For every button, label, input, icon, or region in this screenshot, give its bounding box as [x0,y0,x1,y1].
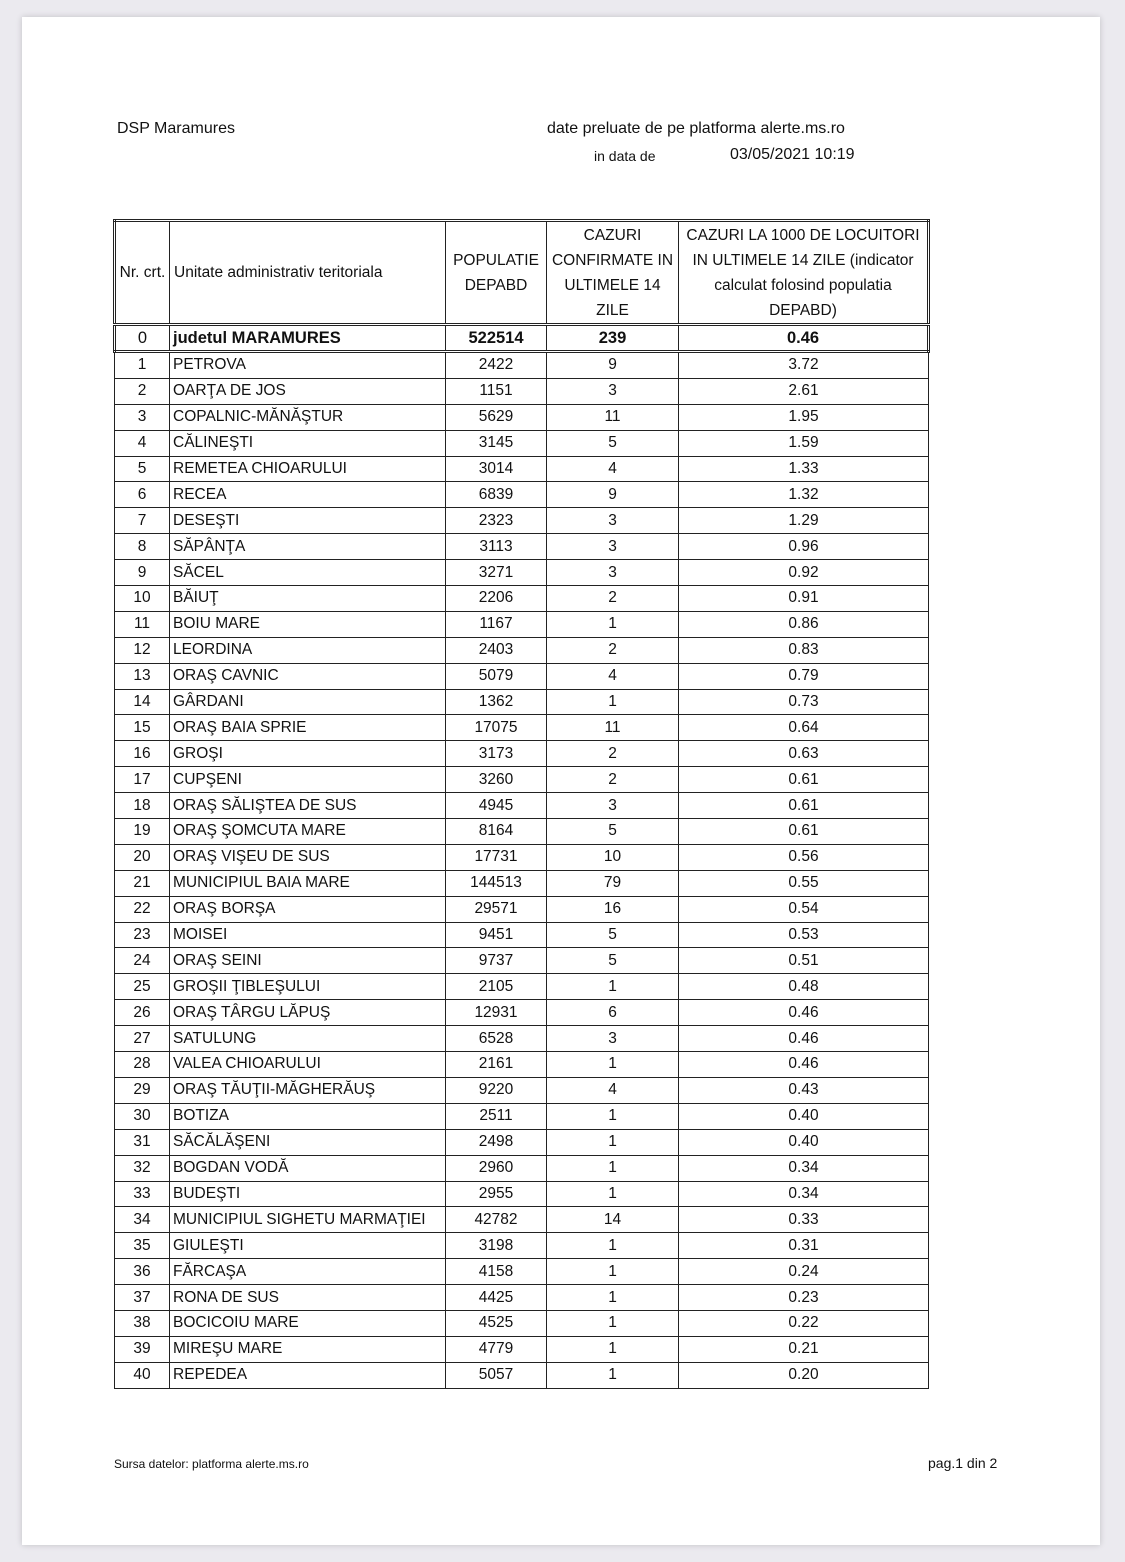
row-population: 1167 [446,611,547,637]
row-population: 4945 [446,793,547,819]
table-row [115,1129,929,1155]
row-nr: 12 [115,637,170,663]
table-row [115,1285,929,1311]
row-nr: 8 [115,534,170,560]
table-row [115,1077,929,1103]
row-population: 4158 [446,1259,547,1285]
row-unit-name: BOCICOIU MARE [170,1310,446,1336]
row-unit-name: ORAŞ BORŞA [170,896,446,922]
row-population: 4525 [446,1310,547,1336]
row-population: 5079 [446,663,547,689]
row-cases: 10 [547,844,679,870]
total-rate: 0.46 [679,325,929,352]
row-rate: 0.86 [679,611,929,637]
row-rate: 0.56 [679,844,929,870]
row-cases: 11 [547,404,679,430]
row-rate: 0.63 [679,741,929,767]
row-population: 2105 [446,974,547,1000]
row-nr: 4 [115,430,170,456]
row-unit-name: OARŢA DE JOS [170,378,446,404]
table-row [115,974,929,1000]
row-unit-name: ORAŞ SĂLIŞTEA DE SUS [170,793,446,819]
row-cases: 4 [547,456,679,482]
row-cases: 4 [547,1077,679,1103]
table-row [115,819,929,845]
row-rate: 0.92 [679,560,929,586]
row-population: 3113 [446,534,547,560]
row-nr: 32 [115,1155,170,1181]
row-cases: 2 [547,637,679,663]
row-unit-name: ORAŞ CAVNIC [170,663,446,689]
row-rate: 0.54 [679,896,929,922]
total-name: judetul MARAMURES [170,325,446,352]
page-number: pag.1 din 2 [928,1455,998,1471]
row-unit-name: ORAŞ VIŞEU DE SUS [170,844,446,870]
cases-table [113,219,930,1389]
row-cases: 9 [547,352,679,379]
row-rate: 0.96 [679,534,929,560]
row-cases: 5 [547,819,679,845]
row-nr: 24 [115,948,170,974]
row-nr: 7 [115,508,170,534]
row-rate: 0.55 [679,870,929,896]
row-population: 1151 [446,378,547,404]
row-rate: 2.61 [679,378,929,404]
row-population: 3173 [446,741,547,767]
row-nr: 40 [115,1362,170,1388]
row-cases: 1 [547,1362,679,1388]
row-nr: 1 [115,352,170,379]
row-unit-name: BOTIZA [170,1103,446,1129]
row-unit-name: SĂCEL [170,560,446,586]
table-row [115,560,929,586]
table-row [115,1181,929,1207]
table-row [115,404,929,430]
table-row [115,1103,929,1129]
table-row [115,1000,929,1026]
row-population: 9451 [446,922,547,948]
row-population: 1362 [446,689,547,715]
row-nr: 10 [115,586,170,612]
row-cases: 1 [547,974,679,1000]
table-row [115,1310,929,1336]
row-population: 6839 [446,482,547,508]
row-unit-name: MUNICIPIUL SIGHETU MARMAŢIEI [170,1207,446,1233]
table-row [115,1207,929,1233]
row-rate: 1.33 [679,456,929,482]
row-population: 4425 [446,1285,547,1311]
row-cases: 1 [547,689,679,715]
row-cases: 1 [547,1181,679,1207]
table-row [115,767,929,793]
row-rate: 0.79 [679,663,929,689]
row-cases: 3 [547,378,679,404]
row-unit-name: RONA DE SUS [170,1285,446,1311]
row-population: 5057 [446,1362,547,1388]
table-row [115,741,929,767]
table-row [115,922,929,948]
row-nr: 37 [115,1285,170,1311]
table-row [115,534,929,560]
row-unit-name: GIULEŞTI [170,1233,446,1259]
row-rate: 0.61 [679,819,929,845]
row-cases: 1 [547,1285,679,1311]
row-unit-name: MIREŞU MARE [170,1336,446,1362]
row-population: 2206 [446,586,547,612]
row-unit-name: REMETEA CHIOARULUI [170,456,446,482]
row-nr: 11 [115,611,170,637]
row-nr: 21 [115,870,170,896]
row-population: 6528 [446,1026,547,1052]
row-population: 12931 [446,1000,547,1026]
row-unit-name: ORAŞ TĂUŢII-MĂGHERĂUŞ [170,1077,446,1103]
table-row [115,378,929,404]
row-cases: 1 [547,1103,679,1129]
row-cases: 1 [547,1052,679,1078]
table-row [115,870,929,896]
row-rate: 0.34 [679,1181,929,1207]
row-unit-name: BĂIUŢ [170,586,446,612]
organization-name: DSP Maramures [117,120,235,137]
table-header-row [115,221,929,325]
row-rate: 0.46 [679,1000,929,1026]
table-row [115,1259,929,1285]
row-cases: 2 [547,741,679,767]
table-row [115,456,929,482]
row-population: 2161 [446,1052,547,1078]
row-cases: 3 [547,560,679,586]
data-source-line: date preluate de pe platforma alerte.ms.ro [547,120,845,137]
row-unit-name: CĂLINEŞTI [170,430,446,456]
row-nr: 2 [115,378,170,404]
row-cases: 2 [547,767,679,793]
row-rate: 0.83 [679,637,929,663]
row-cases: 4 [547,663,679,689]
row-population: 3014 [446,456,547,482]
row-rate: 0.53 [679,922,929,948]
table-body [115,352,929,1389]
total-row [115,325,929,352]
column-header-cases: CAZURI CONFIRMATE IN ULTIMELE 14 ZILE [547,221,679,325]
row-population: 17075 [446,715,547,741]
row-population: 2955 [446,1181,547,1207]
row-rate: 0.91 [679,586,929,612]
row-unit-name: ORAŞ ŞOMCUTA MARE [170,819,446,845]
row-nr: 22 [115,896,170,922]
row-population: 4779 [446,1336,547,1362]
row-cases: 1 [547,611,679,637]
row-unit-name: REPEDEA [170,1362,446,1388]
total-population: 522514 [446,325,547,352]
row-rate: 0.22 [679,1310,929,1336]
row-population: 29571 [446,896,547,922]
row-nr: 34 [115,1207,170,1233]
row-nr: 36 [115,1259,170,1285]
row-unit-name: ORAŞ BAIA SPRIE [170,715,446,741]
row-cases: 3 [547,508,679,534]
row-cases: 3 [547,534,679,560]
table-row [115,586,929,612]
row-unit-name: PETROVA [170,352,446,379]
row-cases: 14 [547,1207,679,1233]
row-population: 17731 [446,844,547,870]
row-unit-name: FĂRCAŞA [170,1259,446,1285]
row-cases: 1 [547,1259,679,1285]
row-unit-name: GÂRDANI [170,689,446,715]
table-row [115,1052,929,1078]
row-population: 2511 [446,1103,547,1129]
row-nr: 25 [115,974,170,1000]
row-cases: 6 [547,1000,679,1026]
total-cases: 239 [547,325,679,352]
table-row [115,689,929,715]
row-rate: 0.51 [679,948,929,974]
row-unit-name: BOIU MARE [170,611,446,637]
row-rate: 1.59 [679,430,929,456]
row-nr: 30 [115,1103,170,1129]
row-cases: 5 [547,430,679,456]
row-nr: 14 [115,689,170,715]
table-row [115,637,929,663]
row-unit-name: SATULUNG [170,1026,446,1052]
row-unit-name: BUDEŞTI [170,1181,446,1207]
row-unit-name: COPALNIC-MĂNĂŞTUR [170,404,446,430]
row-cases: 1 [547,1129,679,1155]
row-population: 2403 [446,637,547,663]
row-population: 42782 [446,1207,547,1233]
table-row [115,352,929,379]
row-unit-name: CUPŞENI [170,767,446,793]
row-rate: 0.40 [679,1103,929,1129]
document-page [22,17,1100,1545]
row-nr: 13 [115,663,170,689]
row-cases: 5 [547,948,679,974]
row-population: 3198 [446,1233,547,1259]
table-row [115,896,929,922]
row-rate: 0.33 [679,1207,929,1233]
row-nr: 35 [115,1233,170,1259]
column-header-population: POPULATIE DEPABD [446,221,547,325]
row-unit-name: MOISEI [170,922,446,948]
row-cases: 1 [547,1310,679,1336]
row-nr: 29 [115,1077,170,1103]
row-unit-name: ORAŞ TÂRGU LĂPUŞ [170,1000,446,1026]
row-rate: 0.34 [679,1155,929,1181]
row-population: 2498 [446,1129,547,1155]
row-population: 3271 [446,560,547,586]
table-row [115,508,929,534]
column-header-nr: Nr. crt. [115,221,170,325]
row-cases: 79 [547,870,679,896]
table-row [115,844,929,870]
column-header-unit: Unitate administrativ teritoriala [170,221,446,325]
row-population: 144513 [446,870,547,896]
row-unit-name: GROŞII ŢIBLEŞULUI [170,974,446,1000]
row-cases: 1 [547,1233,679,1259]
table-row [115,948,929,974]
table-row [115,1155,929,1181]
row-rate: 0.46 [679,1026,929,1052]
row-rate: 0.31 [679,1233,929,1259]
row-rate: 0.61 [679,793,929,819]
row-population: 8164 [446,819,547,845]
table-row [115,430,929,456]
row-rate: 1.32 [679,482,929,508]
row-unit-name: SĂPÂNŢA [170,534,446,560]
row-nr: 38 [115,1310,170,1336]
row-nr: 27 [115,1026,170,1052]
row-unit-name: GROŞI [170,741,446,767]
row-rate: 0.64 [679,715,929,741]
row-cases: 3 [547,1026,679,1052]
row-unit-name: DESEŞTI [170,508,446,534]
row-rate: 0.24 [679,1259,929,1285]
row-nr: 26 [115,1000,170,1026]
row-nr: 23 [115,922,170,948]
row-cases: 1 [547,1155,679,1181]
row-unit-name: SĂCĂLĂŞENI [170,1129,446,1155]
row-rate: 0.23 [679,1285,929,1311]
row-population: 2960 [446,1155,547,1181]
date-label: in data de [594,148,656,164]
row-cases: 16 [547,896,679,922]
table-row [115,793,929,819]
row-nr: 31 [115,1129,170,1155]
row-population: 3145 [446,430,547,456]
row-nr: 39 [115,1336,170,1362]
row-cases: 5 [547,922,679,948]
table-row [115,663,929,689]
row-rate: 0.61 [679,767,929,793]
table-row [115,1233,929,1259]
table-row [115,611,929,637]
table-row [115,1336,929,1362]
row-rate: 1.29 [679,508,929,534]
date-value: 03/05/2021 10:19 [730,146,855,163]
row-rate: 1.95 [679,404,929,430]
row-rate: 0.46 [679,1052,929,1078]
table-row [115,1362,929,1388]
row-population: 3260 [446,767,547,793]
table-row [115,482,929,508]
row-nr: 28 [115,1052,170,1078]
row-rate: 0.20 [679,1362,929,1388]
row-nr: 16 [115,741,170,767]
row-nr: 33 [115,1181,170,1207]
row-unit-name: VALEA CHIOARULUI [170,1052,446,1078]
row-nr: 20 [115,844,170,870]
row-population: 9737 [446,948,547,974]
row-nr: 15 [115,715,170,741]
row-rate: 0.73 [679,689,929,715]
footer-source: Sursa datelor: platforma alerte.ms.ro [114,1457,309,1471]
row-rate: 0.43 [679,1077,929,1103]
column-header-rate: CAZURI LA 1000 DE LOCUITORI IN ULTIMELE 14 ZILE (indicator calculat folosind populatia DEPABD) [679,221,929,325]
total-nr: 0 [115,325,170,352]
row-nr: 6 [115,482,170,508]
row-rate: 0.40 [679,1129,929,1155]
row-unit-name: LEORDINA [170,637,446,663]
table-row [115,1026,929,1052]
row-unit-name: ORAŞ SEINI [170,948,446,974]
table-row [115,715,929,741]
row-population: 9220 [446,1077,547,1103]
row-nr: 17 [115,767,170,793]
row-nr: 5 [115,456,170,482]
row-cases: 3 [547,793,679,819]
row-population: 5629 [446,404,547,430]
row-unit-name: MUNICIPIUL BAIA MARE [170,870,446,896]
row-population: 2422 [446,352,547,379]
row-unit-name: BOGDAN VODĂ [170,1155,446,1181]
row-nr: 18 [115,793,170,819]
row-cases: 2 [547,586,679,612]
row-rate: 0.21 [679,1336,929,1362]
row-rate: 0.48 [679,974,929,1000]
row-cases: 9 [547,482,679,508]
row-cases: 11 [547,715,679,741]
row-population: 2323 [446,508,547,534]
table-header-block [115,221,929,352]
row-unit-name: RECEA [170,482,446,508]
row-nr: 19 [115,819,170,845]
row-rate: 3.72 [679,352,929,379]
row-cases: 1 [547,1336,679,1362]
row-nr: 9 [115,560,170,586]
row-nr: 3 [115,404,170,430]
